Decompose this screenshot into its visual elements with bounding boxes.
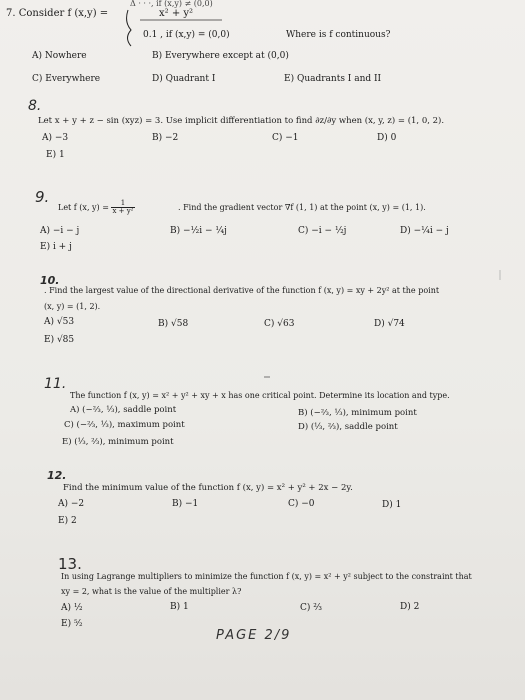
q11-option-b: B) (−⅔, ⅓), minimum point [298, 408, 417, 418]
q13-handwritten-number: 13. [58, 555, 82, 573]
q10-option-c: C) √63 [264, 319, 295, 329]
q13-option-a: A) ½ [61, 603, 83, 613]
q8-option-a: A) −3 [42, 133, 69, 143]
q12-option-b: B) −1 [172, 499, 199, 509]
q13-stem-line2: xy = 2, what is the value of the multiplier λ? [61, 587, 242, 596]
q11-stem: The function f (x, y) = x² + y² + xy + x has one critical point. Determine its location and type. [70, 391, 450, 400]
q12-stem: Find the minimum value of the function f (x, y) = x² + y² + 2x − 2y. [63, 483, 353, 493]
q8-option-c: C) −1 [272, 133, 299, 143]
q10-option-d: D) √74 [374, 319, 405, 329]
q9-stem-pre: Let f (x, y) = [58, 202, 109, 212]
q8-option-e: E) 1 [46, 150, 65, 160]
q7-function-expr: x² + y² [159, 8, 194, 19]
q10-stem-line1: . Find the largest value of the directional derivative of the function f (x, y) = xy + 2y² at the point [44, 286, 440, 295]
q7-option-c: C) Everywhere [32, 74, 101, 84]
q8-option-d: D) 0 [377, 133, 397, 143]
q10-stem-line2: (x, y) = (1, 2). [44, 302, 101, 311]
q8-handwritten-number: 8. [28, 98, 42, 114]
q7-case-brace [127, 10, 131, 46]
q11-option-d: D) (⅓, ⅔), saddle point [298, 422, 398, 432]
page-number-handwritten: PAGE 2/9 [216, 628, 292, 643]
q7-case-origin: 0.1 , if (x,y) = (0,0) [143, 30, 230, 40]
q13-stem-line1: In using Lagrange multipliers to minimize the function f (x, y) = x² + y² subject to the constraint that [61, 572, 472, 581]
q13-option-c: C) ⅔ [300, 603, 322, 613]
q10-option-e: E) √85 [44, 335, 75, 345]
q13-option-d: D) 2 [400, 602, 420, 612]
q11-option-a: A) (−⅔, ⅓), saddle point [70, 405, 177, 415]
q12-option-a: A) −2 [58, 499, 85, 509]
q11-handwritten-number: 11. [44, 376, 67, 392]
q10-handwritten-number: 10. [40, 274, 60, 287]
q9-option-c: C) −i − ½j [298, 226, 347, 236]
q12-option-c: C) −0 [288, 499, 315, 509]
q13-option-e: E) ⁵⁄₂ [61, 619, 83, 629]
q9-fraction-denominator: x + y² [112, 207, 134, 216]
q7-option-e: E) Quadrants I and II [284, 74, 382, 84]
q12-option-e: E) 2 [58, 516, 77, 526]
q7-question: Where is f continuous? [286, 30, 391, 40]
q9-stem-post: . Find the gradient vector ∇f (1, 1) at the point (x, y) = (1, 1). [178, 203, 426, 212]
q7-option-d: D) Quadrant I [152, 74, 216, 84]
q9-option-d: D) −¼i − j [400, 226, 449, 236]
q7-top-fragment: Δ · · ·, if (x,y) ≠ (0,0) [130, 0, 213, 8]
q7-option-a: A) Nowhere [32, 51, 87, 61]
q11-option-c: C) (−⅔, ⅓), maximum point [64, 420, 185, 430]
q9-option-e: E) i + j [40, 242, 72, 252]
q8-stem: Let x + y + z − sin (xyz) = 3. Use implicit differentiation to find ∂z/∂y when (x, y, z) = (1, 0, 2). [38, 116, 445, 126]
q9-fraction-numerator: 1 [111, 200, 134, 208]
q9-option-a: A) −i − j [40, 226, 80, 236]
q9-option-b: B) −½i − ¼j [170, 226, 227, 236]
q12-option-d: D) 1 [382, 500, 402, 510]
q9-handwritten-number: 9. [35, 188, 50, 206]
q11-option-e: E) (⅓, ⅔), minimum point [62, 437, 174, 447]
q10-option-b: B) √58 [158, 319, 189, 329]
q7-stem: 7. Consider f (x,y) = [6, 8, 109, 19]
q7-option-b: B) Everywhere except at (0,0) [152, 51, 289, 61]
q13-option-b: B) 1 [170, 602, 189, 612]
q10-option-a: A) √53 [44, 317, 75, 327]
q12-handwritten-number: 12. [47, 469, 67, 482]
q8-option-b: B) −2 [152, 133, 179, 143]
